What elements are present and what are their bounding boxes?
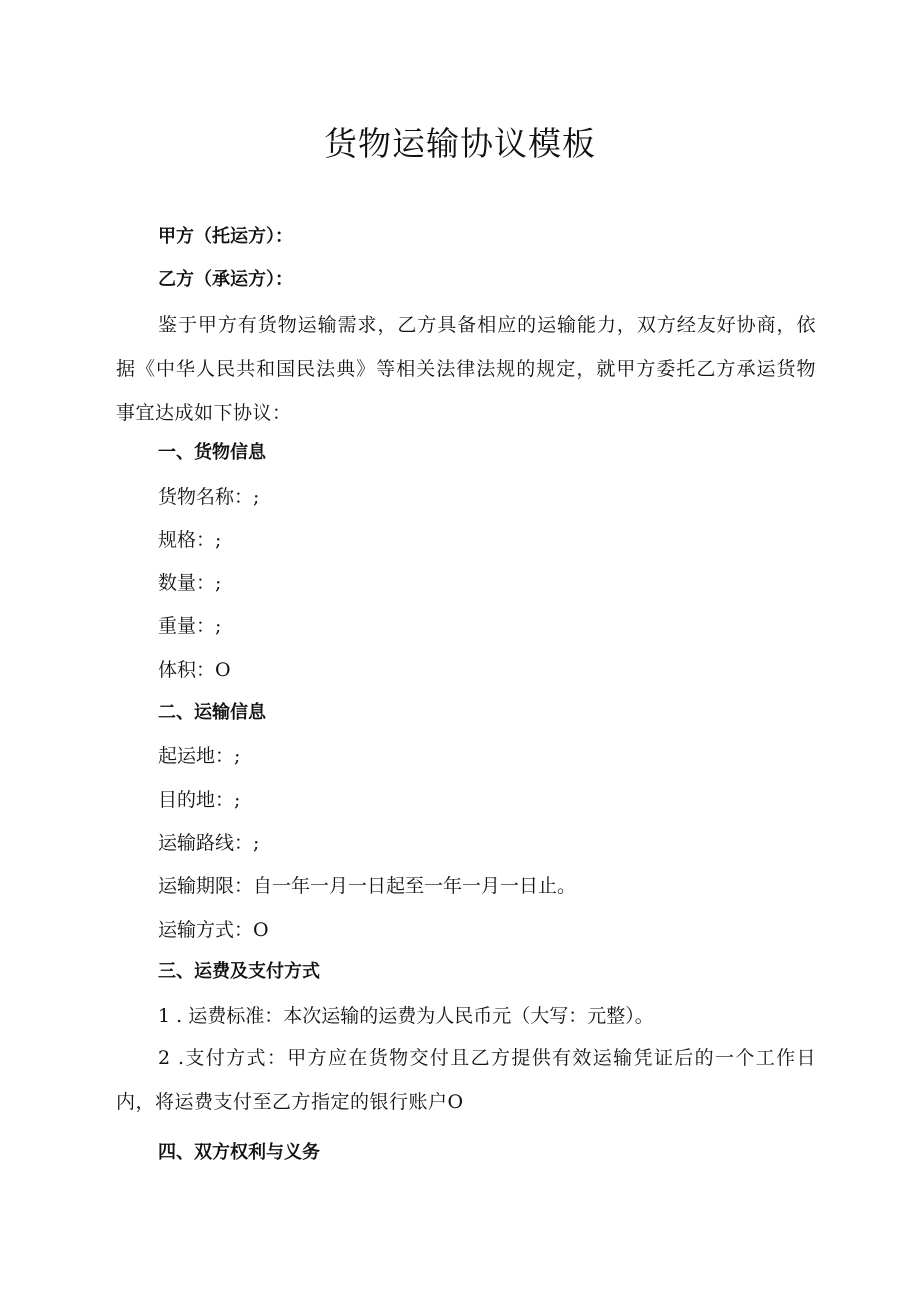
party-b-label: 乙方（承运方）： xyxy=(158,269,293,290)
document-title: 货物运输协议模板 xyxy=(324,124,596,163)
origin-field: 起运地：; xyxy=(158,745,241,767)
goods-weight-field: 重量：; xyxy=(158,615,222,637)
payment-method-item: 2 .支付方式：甲方应在货物交付且乙方提供有效运输凭证后的一个工作日内，将运费支付至乙方指定的银行账户O xyxy=(116,1047,816,1113)
section-1-heading: 一、货物信息 xyxy=(158,442,266,463)
transport-period-field: 运输期限：自一年一月一日起至一年一月一日止。 xyxy=(158,875,577,897)
section-4-heading: 四、双方权利与义务 xyxy=(158,1142,320,1163)
goods-volume-field: 体积：O xyxy=(158,659,231,681)
freight-standard-item: 1 . 运费标准：本次运输的运费为人民币元（大写：元整）。 xyxy=(158,1005,654,1027)
party-a-label: 甲方（托运方）： xyxy=(158,226,293,247)
route-field: 运输路线：; xyxy=(158,832,260,854)
goods-name-field: 货物名称：; xyxy=(158,486,260,508)
goods-spec-field: 规格：; xyxy=(158,529,222,551)
goods-quantity-field: 数量：; xyxy=(158,572,222,594)
destination-field: 目的地：; xyxy=(158,789,241,811)
preamble-paragraph: 鉴于甲方有货物运输需求，乙方具备相应的运输能力，双方经友好协商，依据《中华人民共和国民法典》等相关法律法规的规定，就甲方委托乙方承运货物事宜达成如下协议： xyxy=(116,314,816,424)
transport-mode-field: 运输方式：O xyxy=(158,919,269,941)
section-2-heading: 二、运输信息 xyxy=(158,702,266,723)
section-3-heading: 三、运费及支付方式 xyxy=(158,961,320,982)
